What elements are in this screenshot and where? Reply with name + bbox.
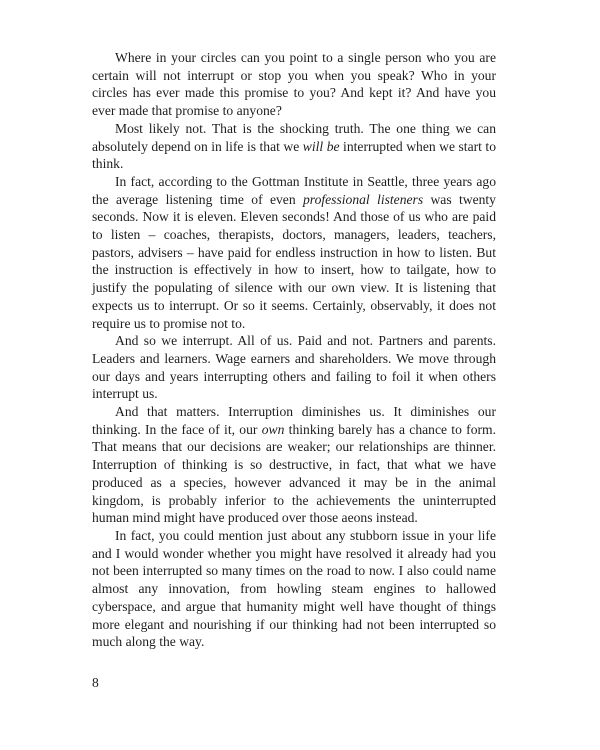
paragraph-5-text-b: thinking barely has a chance to form. That means that our decisions are weaker; our relationships are thinner. Interruption of thinking is so destructive, in fact, that what we have produced as a species, however advanced it may be in the animal kingdom, is probably inferior to the achievements the uninterrupted human mind might have produced over those aeons instead. <box>92 421 496 526</box>
paragraph-1-text: Where in your circles can you point to a single person who you are certain will not interrupt or stop you when you speak? Who in your circles has ever made this promise to you? And kept it? And have you ever made that promise to anyone? <box>92 50 496 119</box>
paragraph-4-text: And so we interrupt. All of us. Paid and not. Partners and parents. Leaders and learners. Wage earners and shareholders. We move through our days and years interrupting others and failing to foil it when others interrupt us. <box>92 333 496 402</box>
paragraph-2-text-a: Most likely not. That is the shocking truth. The one thing we can absolutely depend on in life is that we <box>92 120 496 154</box>
paragraph-3 <box>92 173 496 332</box>
page-number: 8 <box>92 675 99 690</box>
paragraph-5 <box>92 403 496 527</box>
paragraph-3-text-a: In fact, according to the Gottman Institute in Seattle, three years ago the average listening time of even <box>92 173 496 207</box>
paragraph-3-text-b: was twenty seconds. Now it is eleven. Eleven seconds! And those of us who are paid to listen – coaches, therapists, doctors, managers, leaders, teachers, pastors, advisers – have paid for endless instruction in how to listen. But the instruction is effectively in how to insert, how to tailgate, how to justify the populating of silence with our own view. It is listening that expects us to interrupt. Or so it seems. Certainly, observably, it does not require us to promise not to. <box>92 191 496 331</box>
paragraph-4 <box>92 332 496 403</box>
paragraph-2-text-b: interrupted when we start to think. <box>92 138 497 172</box>
paragraph-3-emphasis: professional listeners <box>302 191 424 207</box>
paragraph-6-text: In fact, you could mention just about any stubborn issue in your life and I would wonder whether you might have resolved it already had you not been interrupted so many times on the road to now. I also could name almost any innovation, from howling steam engines to hallowed cyberspace, and argue that humanity might well have thought of things more elegant and nourishing if our thinking had not been interrupted so much along the way. <box>92 527 496 650</box>
paragraph-2 <box>92 120 496 173</box>
paragraph-5-emphasis: own <box>261 421 285 437</box>
paragraph-1 <box>92 49 496 120</box>
body-text <box>92 49 496 651</box>
paragraph-5-text-a: And that matters. Interruption diminishes us. It diminishes our thinking. In the face of it, our <box>92 404 496 437</box>
paragraph-2-emphasis: will be <box>302 138 340 154</box>
paragraph-6 <box>92 527 496 651</box>
